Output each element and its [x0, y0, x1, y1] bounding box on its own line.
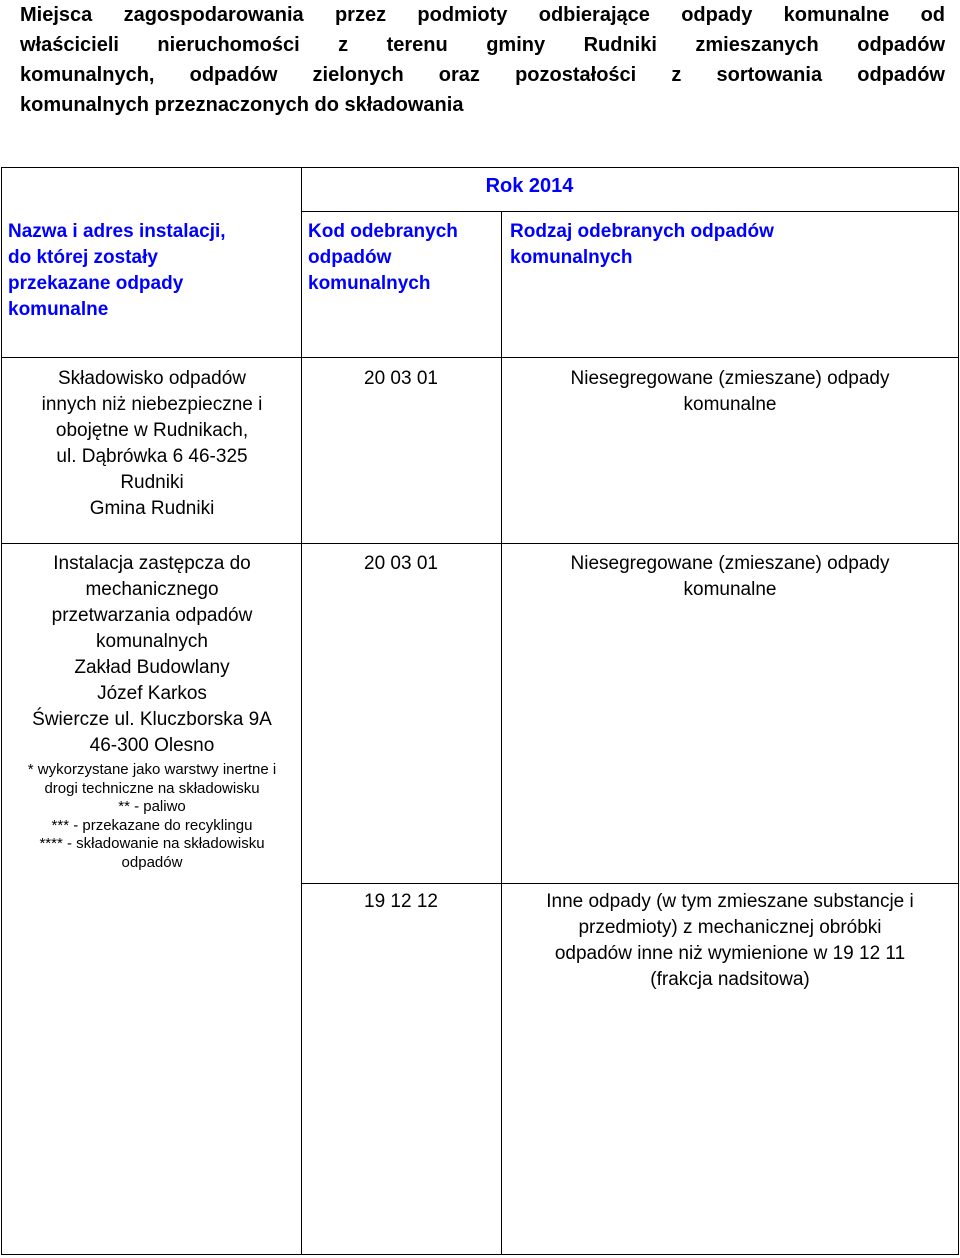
- header-installation-line: komunalne: [8, 299, 109, 320]
- row2-installation-line: komunalnych: [96, 631, 208, 652]
- row2a-type-line: komunalne: [683, 579, 777, 600]
- header-installation-line: do której zostały: [8, 247, 158, 268]
- row2b-type: [502, 889, 958, 993]
- header-type: [510, 219, 950, 271]
- row1-code: [301, 366, 501, 392]
- row2a-code-text: 20 03 01: [364, 553, 438, 574]
- row2-installation-line: mechanicznego: [85, 579, 219, 600]
- row1-type-line: Niesegregowane (zmieszane) odpady: [570, 368, 890, 389]
- row2a-code: [301, 551, 501, 577]
- row2-installation-line: Zakład Budowlany: [74, 657, 230, 678]
- row1-installation-line: obojętne w Rudnikach,: [55, 420, 249, 441]
- title-line: komunalnych, odpadów zielonych oraz pozostałości z sortowania odpadów: [20, 64, 945, 86]
- row1-installation-line: Gmina Rudniki: [89, 498, 215, 519]
- row1-type: [502, 366, 958, 418]
- row1-installation-line: Składowisko odpadów: [57, 368, 246, 389]
- row1-type-line: komunalne: [683, 394, 777, 415]
- header-code-line: komunalnych: [308, 273, 431, 294]
- header-code-line: Kod odebranych: [308, 221, 458, 242]
- year-header-divider: [301, 211, 958, 212]
- table-border-top: [1, 167, 958, 168]
- footnote-line: odpadów: [121, 853, 183, 871]
- footnote-line: * wykorzystane jako warstwy inertne i: [27, 761, 277, 778]
- row2-installation: [4, 551, 300, 872]
- column-divider-1: [301, 167, 302, 1255]
- footnote-line: *** - przekazane do recyklingu: [51, 816, 253, 834]
- header-installation-line: przekazane odpady: [8, 273, 184, 294]
- row2a-type-line: Niesegregowane (zmieszane) odpady: [570, 553, 890, 574]
- row2-installation-line: 46-300 Olesno: [89, 735, 215, 756]
- subrow-divider: [301, 883, 958, 884]
- footnote-line: ** - paliwo: [118, 798, 186, 815]
- table-border-left: [1, 167, 2, 1255]
- table-border-right: [958, 167, 959, 1255]
- row2-installation-line: Józef Karkos: [97, 683, 207, 704]
- title-line: właścicieli nieruchomości z terenu gminy Rudniki zmieszanych odpadów: [20, 34, 945, 56]
- header-installation: [8, 219, 298, 323]
- row1-installation-line: Rudniki: [120, 472, 184, 493]
- row2b-code-text: 19 12 12: [364, 891, 438, 912]
- footnote-line: **** - składowanie na składowisku: [39, 835, 265, 852]
- footnotes: [4, 761, 300, 872]
- row2a-type: [502, 551, 958, 603]
- row1-installation-line: ul. Dąbrówka 6 46-325: [56, 446, 248, 467]
- row2-installation-line: Instalacja zastępcza do: [53, 553, 251, 574]
- row2b-type-line: (frakcja nadsitowa): [650, 969, 810, 990]
- row-divider: [1, 543, 958, 544]
- row2b-type-line: Inne odpady (w tym zmieszane substancje i: [546, 891, 914, 912]
- header-code: [308, 219, 498, 297]
- header-installation-line: Nazwa i adres instalacji,: [8, 221, 226, 242]
- header-code-line: odpadów: [308, 247, 392, 268]
- row2b-type-line: odpadów inne niż wymienione w 19 12 11: [554, 943, 906, 964]
- table-border-bottom: [1, 1254, 958, 1255]
- row2-installation-line: Świercze ul. Kluczborska 9A: [32, 709, 272, 730]
- row1-installation-line: innych niż niebezpieczne i: [41, 394, 263, 415]
- row2-installation-line: przetwarzania odpadów: [51, 605, 253, 626]
- footnote-line: drogi techniczne na składowisku: [44, 779, 260, 797]
- header-type-line: komunalnych: [510, 247, 633, 268]
- year-header: [301, 174, 758, 198]
- row2b-type-line: przedmioty) z mechanicznej obróbki: [578, 917, 882, 938]
- header-type-line: Rodzaj odebranych odpadów: [510, 221, 774, 242]
- row2b-code: [301, 889, 501, 915]
- title-line: Miejsca zagospodarowania przez podmioty odbierające odpady komunalne od: [20, 4, 945, 26]
- row1-installation: [4, 366, 300, 522]
- title-line: komunalnych przeznaczonych do składowania: [20, 94, 464, 116]
- row1-code-text: 20 03 01: [364, 368, 438, 389]
- year-header-text: Rok 2014: [485, 175, 574, 197]
- header-divider: [1, 357, 958, 358]
